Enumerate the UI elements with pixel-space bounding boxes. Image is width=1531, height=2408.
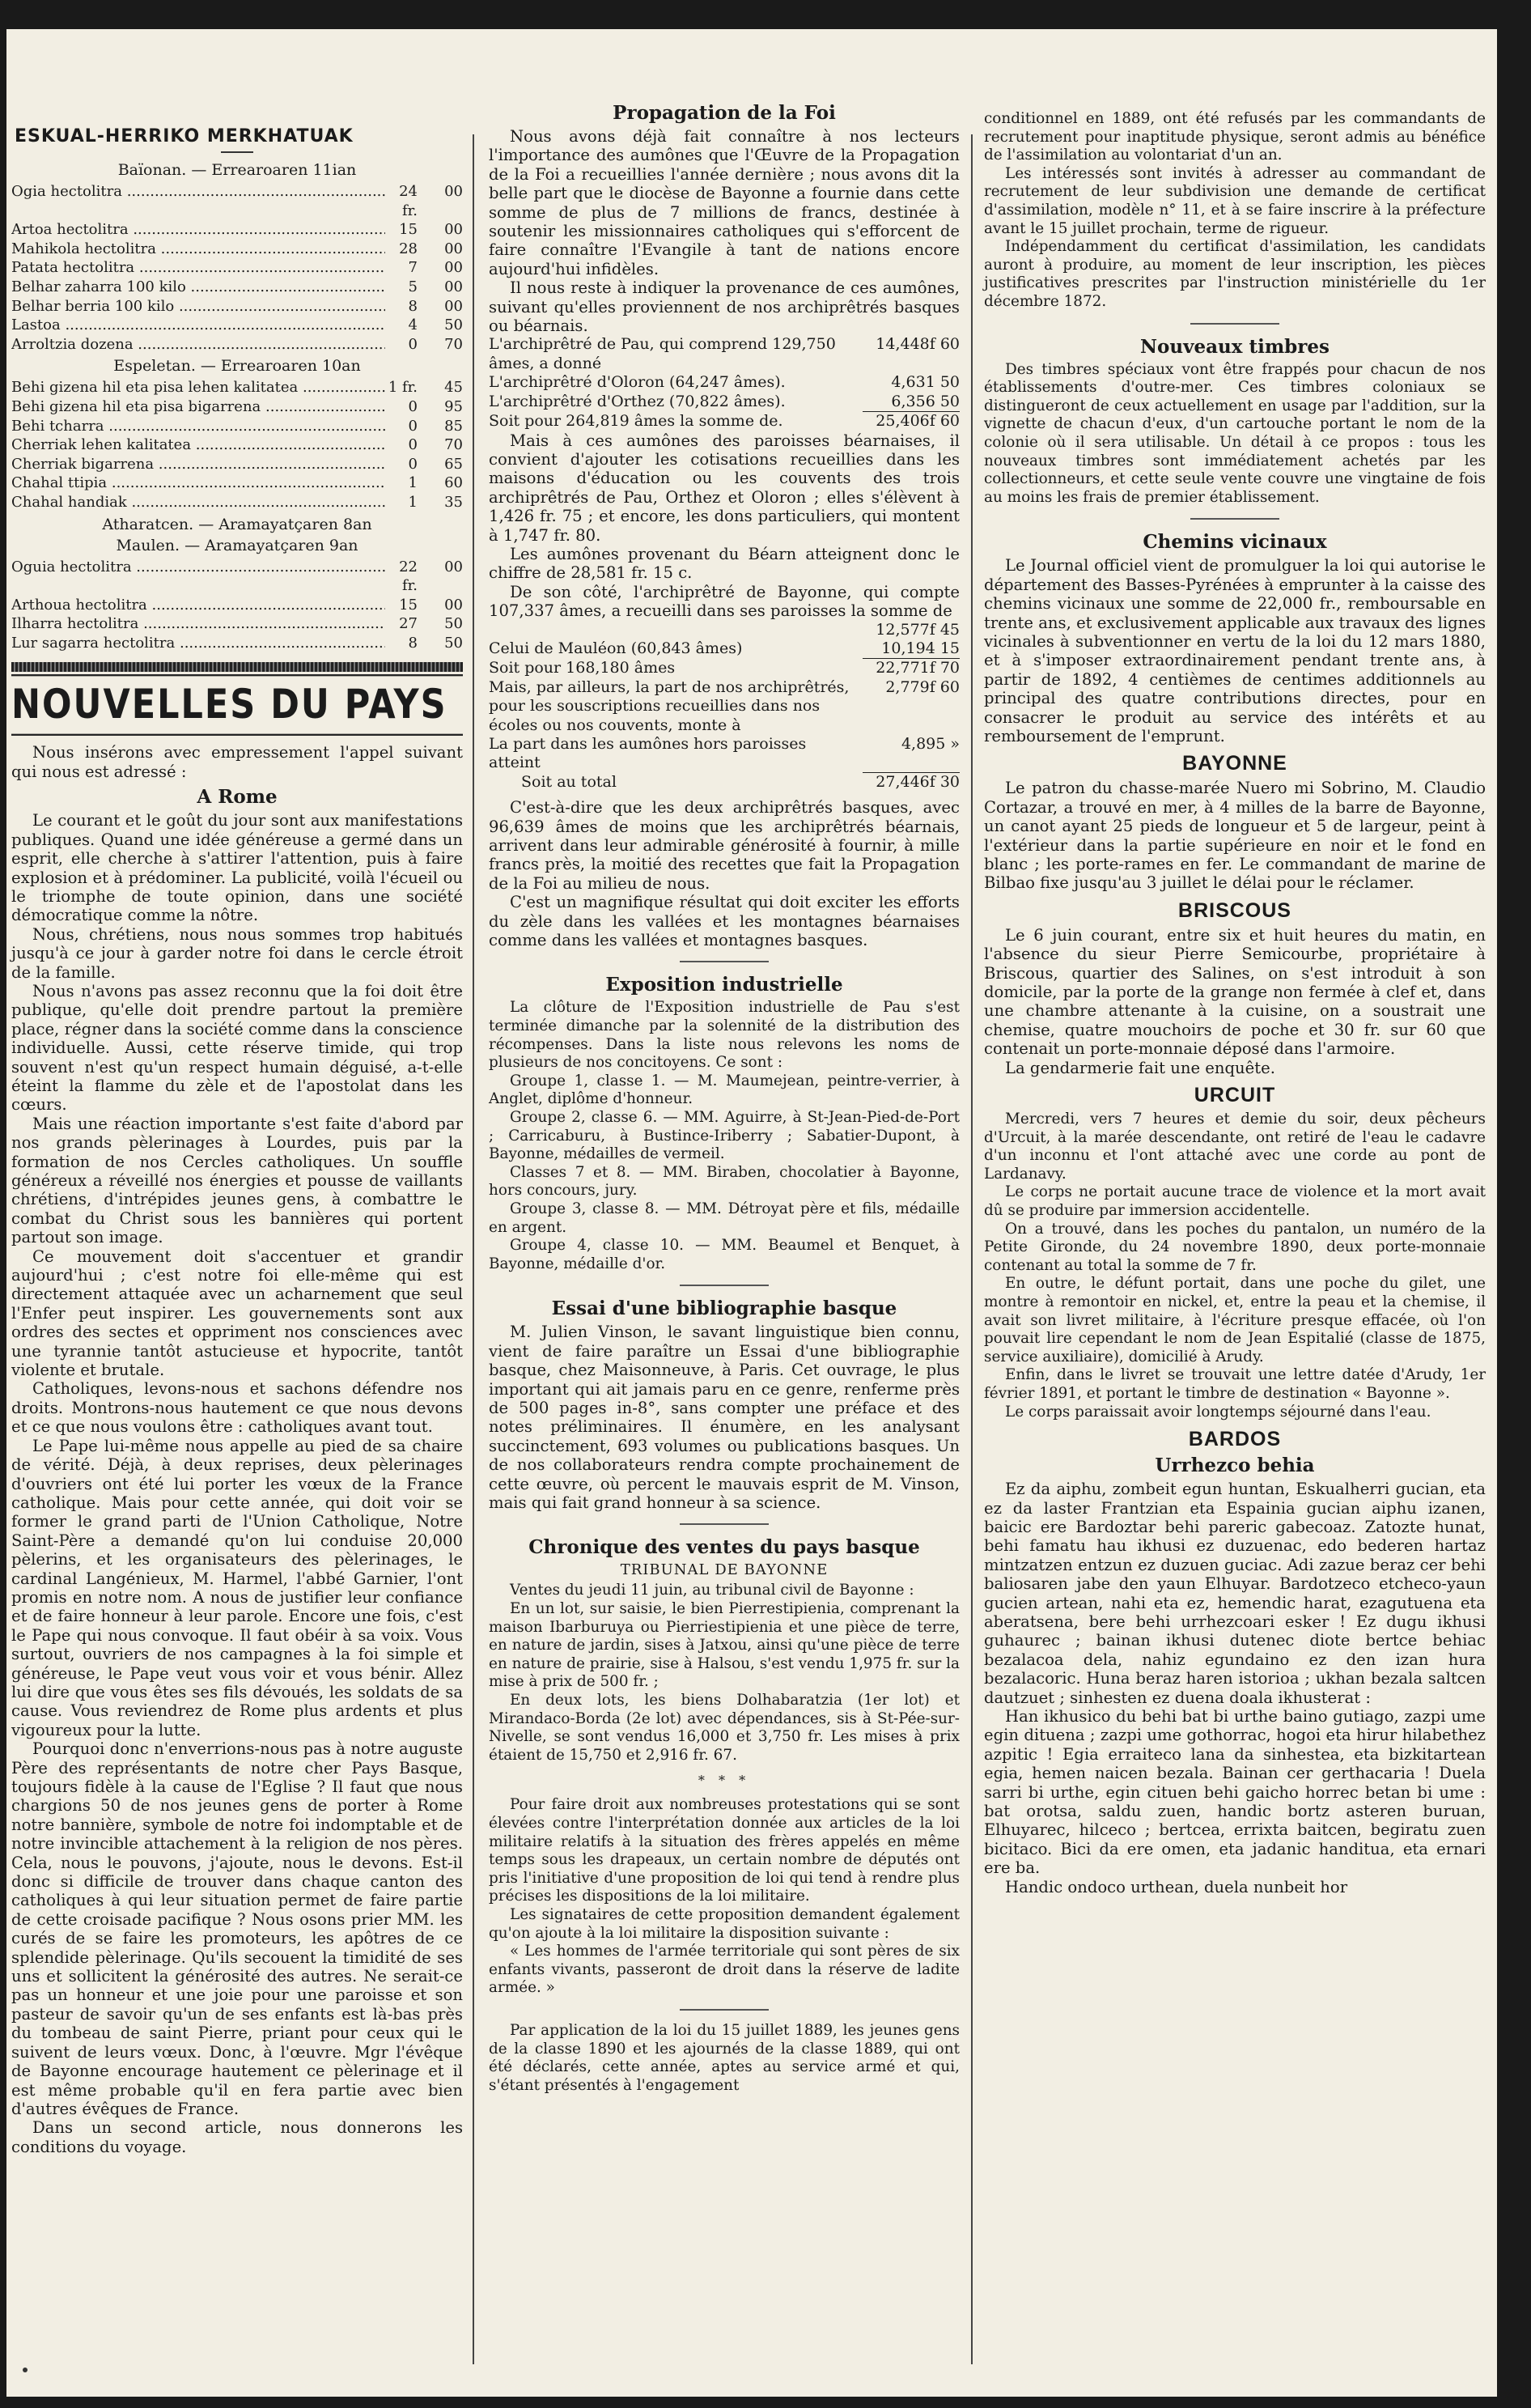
row-label: Soit pour 168,180 âmes [489, 659, 676, 677]
market-price-cents: 95 [444, 397, 463, 415]
propagation-p3: Mais à ces aumônes des paroisses béarnaises, il convient d'ajouter les cotisations recueillies dans les maisons d'éducation ou les couvents des trois archiprêtrés de Pau, Orthez et Oloron ; elles s'élèvent à 1,426 fr. 75 ; et encore, les dons particuliers, qui montent à 1,747 fr. 80. [489, 431, 960, 545]
row-label: L'archiprêtré de Pau, qui comprend 129,750 âmes, a donné [489, 335, 836, 372]
chemins-p: Le Journal officiel vient de promulguer la loi qui autorise le département des Basses-Pyrénées à emprunter à la caisse des chemins vicinaux une somme de 22,000 fr., remboursable en trente ans, et exclusivement applicable aux travaux des lignes vicinales à subventionner en vertu de la loi du 12 mars 1880, et à s'imposer extraordinairement pendant trente ans, à partir de 1892, 4 centièmes de centimes additionnels au principal des quatre contributions directes, pour en consacrer le produit au service des intérêts et au remboursement de l'emprunt. [984, 556, 1486, 745]
total-label: Soit au total [521, 772, 617, 791]
market-rows [11, 378, 463, 512]
urcuit-p: Le corps ne portait aucune trace de violence et la mort avait dû se produire par immersion accidentelle. [984, 1183, 1486, 1219]
urcuit-p: Le corps paraissait avoir longtemps séjourné dans l'eau. [1005, 1403, 1431, 1421]
market-rows [11, 182, 463, 354]
propagation-row [489, 735, 960, 773]
market-price-francs: 15 [399, 596, 418, 614]
market-item-label: Ilharra hectolitra ..... [11, 614, 385, 634]
column-middle [489, 29, 960, 2397]
recrutement-article [984, 110, 1486, 312]
figure-row [489, 639, 960, 659]
market-item-label: Patata hectolitra ..... [11, 258, 385, 278]
market-row [11, 614, 463, 634]
market-price-francs: 0 [408, 335, 418, 353]
market-price-cents: 00 [444, 259, 463, 277]
market-item-label: Cherriak lehen kalitatea ..... [11, 435, 385, 455]
market-price-cents: 45 [444, 379, 463, 397]
market-section-hasparren [11, 516, 463, 533]
rome-paragraph: Pourquoi donc n'enverrions-nous pas à notre auguste Père des représentants de notre cher Pays Basque, toujours fidèle à la cause de l'Eglise ? Il faut que nous chargions 50 de nos jeunes gens de porter à Rome notre bannière, symbole de notre foi indomptable et de notre invincible attachement à la religion de nos pères. Cela, nous le pouvons, j'ajoute, nous le devons. Est-il donc si difficile de trouver dans chaque canton des catholiques à qui leur situation permet de faire partie de cette croisade pacifique ? Nous osons prier MM. les curés de se faire les promoteurs, les apôtres de ce splendide pèlerinage. Qu'ils secouent la timidité de ses uns et sollicitent la générosité des autres. Ne serait-ce pas un honneur et une joie pour une paroisse et son pasteur de savoir qu'un de ses enfants est là-bas près du tombeau de saint Pierre, priant pour ceux qui le suivent de leurs vœux. Donc, à l'œuvre. Mgr l'évêque de Bayonne encourage hautement ce pèlerinage et il est même probable qu'il en fera partie avec bien d'autres évêques de France. [11, 1739, 463, 2118]
timbres-title: Nouveaux timbres [1140, 335, 1330, 358]
market-section-mauleon [11, 537, 463, 653]
bardos-p: Ez da aiphu, zombeit egun huntan, Eskualherri gucian, eta ez da laster Frantzian eta Espainia gucian aiphu izanen, baicic ere Bardoztar behi pareric gabecoaz. Zatozte hunat, behi famatu hau ikhusi ez duzuenac, edo bederen hartaz mintzatzen entzun ez duzuen guciac. Adi zazue beraz cer behi baliosaren jabe den yaun Elhuyar. Bardotzeco etcheco-yaun gucien artean, nahi eta ez, hemendic harat, ezagutuena eta aberatsena, bere behi urrhezcoari esker ! Ez dugu ikhusi guhaurec ; bainan ikhusi dutenec diote bertce behiac bezalacoa dela, nahiz egundaino ez den izan hura bezalacoric. Huna beraz haren istorioa ; ukhan bezala saltcen dautzuet ; sinhesten ez duena doala ikhusterat : [984, 1480, 1486, 1707]
market-item-label: Behi gizena hil eta pisa bigarrena ..... [11, 397, 385, 417]
market-price-francs: 1 [408, 493, 418, 511]
urcuit-p: Mercredi, vers 7 heures et demie du soir, deux pêcheurs d'Urcuit, à la marée descendante, ont retiré de l'eau le cadavre d'un inconnu et l'ont attaché avec une corde au pont de Lardanavy. [984, 1111, 1486, 1183]
market-item-label: Artoa hectolitra ..... [11, 220, 385, 240]
market-rows [11, 558, 463, 653]
market-item-label: Ogia hectolitra ..... [11, 182, 385, 220]
title-dash [221, 151, 253, 153]
market-price-francs: 0 [408, 397, 418, 415]
separator-stars: * * * [698, 1773, 751, 1789]
market-price-francs: 22 fr. [399, 558, 418, 595]
market-price-francs: 0 [408, 455, 418, 473]
row-label [489, 621, 863, 639]
market-row [11, 335, 463, 355]
rome-paragraph: Mais une réaction importante s'est faite d'abord par nos grands pèlerinages à Lourdes, puis par la formation de nos Cercles catholiques. Un souffle généreux a réveillé nos énergies et pousse de vaillants chrétiens, d'intrépides jeunes gens, à combattre le combat du Christ sous les bannières qui portent partout son image. [11, 1114, 463, 1247]
figure-row [489, 659, 960, 677]
market-item-label: Chahal ttipia ..... [11, 474, 385, 493]
market-price-francs: 24 fr. [399, 183, 418, 219]
exposition-p: La clôture de l'Exposition industrielle de Pau s'est terminée dimanche par la solennité de la distribution des récompenses. Dans la liste nous relevons les noms de plusieurs de nos concitoyens. Ce sont : [489, 999, 960, 1072]
article-p: conditionnel en 1889, ont été refusés par les commandants de recrutement pour inaptitude physique, seront admis au bénéfice de l'assimilation au volontariat d'un an. [984, 110, 1486, 164]
market-row [11, 220, 463, 240]
market-price-francs: 7 [408, 259, 418, 277]
urcuit-p: En outre, le défunt portait, dans une poche du gilet, une montre à remontoir en nickel, et, entre la peau et la chemise, il avait son livret militaire, à l'écriture presque effacée, où l'on pouvait lire cependant le nom de Jean Espitalié (classe de 1875, service auxiliaire), domicilié à Arudy. [984, 1275, 1486, 1365]
row-label: L'archiprêtré d'Oloron (64,247 âmes). [489, 373, 786, 392]
bayonne-title: BAYONNE [1182, 752, 1287, 775]
urcuit-title: URCUIT [1194, 1084, 1276, 1107]
market-section-bayonne [11, 161, 463, 354]
market-row [11, 634, 463, 653]
exposition-p: Groupe 1, classe 1. — M. Maumejean, peintre-verrier, à Anglet, diplôme d'honneur. [489, 1072, 960, 1108]
briscous-p: La gendarmerie fait une enquête. [1005, 1058, 1275, 1077]
figure-row [489, 335, 960, 373]
market-price-cents: 85 [444, 417, 463, 435]
rome-paragraph: Le Pape lui-même nous appelle au pied de sa chaire de vérité. Déjà, à deux reprises, deux pèlerinages d'ouvriers ont été lui porter les vœux de la France catholique. Mais pour cette année, qui doit voir se former le grand parti de l'Union Catholique, Notre Saint-Père a demandé qu'on lui conduise 20,000 pèlerins, et les organisateurs des pèlerinages, le cardinal Langénieux, M. Harmel, l'abbé Garnier, l'ont promis en notre nom. A nous de justifier leur confiance et de faire honneur à leur parole. Encore une fois, c'est le Pape qui nous convoque. Il faut obéir à sa voix. Vous surtout, ouvriers de nos campagnes à la foi simple et généreuse, le Pape veut vous voir et vous bénir. Allez lui dire que vous êtes ses fils dévoués, les soldats de sa cause. Vous reviendrez de Rome plus ardents et plus vigoureux pour la lutte. [11, 1436, 463, 1739]
propagation-figures-1 [489, 335, 960, 431]
market-row [11, 258, 463, 278]
market-item-label: Behi gizena hil eta pisa lehen kalitatea ..... [11, 378, 385, 397]
market-item-label: Belhar zaharra 100 kilo ..... [11, 278, 385, 297]
page-dot [23, 2368, 28, 2372]
market-price-cents: 50 [444, 316, 463, 334]
market-price-cents: 00 [444, 558, 463, 575]
chronique-p: « Les hommes de l'armée territoriale qui sont pères de six enfants vivants, passeront de droit dans la réserve de ladite armée. » [489, 1943, 960, 1997]
timbres-p: Des timbres spéciaux vont être frappés pour chacun de nos établissements d'outre-mer. Ces timbres coloniaux se distingueront de ceux actuellement en usage par l'addition, sur la vignette de chacun d'eux, d'un cartouche portant le nom de la colonie où il sera utilisable. Un détail à ce propos : tous les nouveaux timbres sont immédiatement achetés par les collectionneurs, et cette seule vente couvre une vingtaine de fois au moins les frais de premier établissement. [984, 360, 1486, 506]
briscous-title: BRISCOUS [1178, 898, 1291, 922]
market-price-cents: 50 [444, 634, 463, 652]
bardos-title: BARDOS [1188, 1428, 1282, 1451]
market-title: ESKUAL-HERRIKO MERKHATUAK [15, 126, 354, 147]
market-price-francs: 5 [408, 278, 418, 295]
section-divider [11, 662, 463, 672]
figure-row [489, 373, 960, 392]
urcuit-p: Enfin, dans le livret se trouvait une lettre datée d'Arudy, 1er février 1891, et portant le timbre de destination « Bayonne ». [984, 1366, 1486, 1402]
propagation-title: Propagation de la Foi [613, 102, 836, 124]
exposition-p: Groupe 2, classe 6. — MM. Aguirre, à St-Jean-Pied-de-Port ; Carricaburu, à Bustince-Iriberry ; Sabatier-Dupont, à Bayonne, médailles de vermeil. [489, 1109, 960, 1163]
divider [1190, 518, 1279, 520]
column-rule [473, 134, 474, 2364]
chronique-article [489, 1582, 960, 2095]
chronique-p: Pour faire droit aux nombreuses protestations qui se sont élevées contre l'interprétation donnée aux articles de la loi militaire relatifs à la situation des frères appelés en même temps sous les drapeaux, un certain nombre de députés ont pris l'initiative d'une proposition de loi qui tend à rendre plus précises les dispositions de la loi militaire. [489, 1796, 960, 1905]
market-item-label: Oguia hectolitra ..... [11, 558, 385, 596]
exposition-title: Exposition industrielle [605, 974, 843, 996]
market-price-francs: 0 [408, 417, 418, 435]
row-label: La part dans les aumônes hors paroisses atteint [489, 735, 807, 772]
row-label: Soit pour 264,819 âmes la somme de. [489, 412, 783, 431]
chronique-p: Ventes du jeudi 11 juin, au tribunal civil de Bayonne : [510, 1582, 914, 1599]
market-price-cents: 60 [444, 474, 463, 492]
market-price-cents: 00 [444, 297, 463, 315]
market-row [11, 558, 463, 596]
market-item-label: Belhar berria 100 kilo ..... [11, 297, 385, 316]
rome-paragraph: Ce mouvement doit s'accentuer et grandir aujourd'hui ; c'est notre foi elle-même qui est directement attaquée avec un acharnement que seul l'Enfer peut inspirer. Les gouvernements sont aux ordres des sectes et oppriment nos consciences avec une tyrannie tantôt astucieuse et hypocrite, tantôt violente et brutale. [11, 1246, 463, 1380]
market-price-cents: 50 [444, 615, 463, 633]
market-item-label: Arroltzia dozena ..... [11, 335, 385, 355]
propagation-p1: Nous avons déjà fait connaître à nos lecteurs l'importance des aumônes que l'Œuvre de la Propagation de la Foi a recueillies l'année dernière ; nous avons dit la belle part que le diocèse de Bayonne a fournie dans cette somme de plus de 7 millions de francs, destinée à soutenir les missionnaires catholiques qui s'efforcent de faire connaître l'Evangile à tant de nations encore aujourd'hui infidèles. [489, 127, 960, 278]
row-value: 10,194 15 [863, 639, 960, 659]
bibliographie-title: Essai d'une bibliographie basque [551, 1297, 897, 1320]
bibliographie-p: M. Julien Vinson, le savant linguistique bien connu, vient de faire paraître un Essai d'une bibliographie basque, chez Maisonneuve, à Paris. Cet ouvrage, le plus important qui ait jamais paru en ce genre, renferme près de 500 pages in-8°, sans compter une préface et des notes préliminaires. Il énumère, en les analysant succinctement, 693 volumes ou publications basques. Un de nos collaborateurs rendra compte prochainement de cette œuvre, où percent le mauvais esprit de M. Vinson, mais qui fait grand honneur à sa science. [489, 1323, 960, 1513]
market-row [11, 397, 463, 417]
row-value: 25,406f 60 [876, 412, 960, 431]
bayonne-p: Le patron du chasse-marée Nuero mi Sobrino, M. Claudio Cortazar, a trouvé en mer, à 4 milles de la barre de Bayonne, un canot ayant 25 pieds de longueur et 5 de largeur, peint à l'extérieur dans la partie supérieure en noir et le fond en blanc ; les porte-rames en fer. Le commandant de marine de Bilbao fixe jusqu'au 3 juillet le délai pour le réclamer. [984, 779, 1486, 893]
row-value: 14,448f 60 [876, 335, 960, 354]
rome-paragraph: Nous n'avons pas assez reconnu que la foi doit être publique, qu'elle doit prendre partout la première place, régner dans la société comme dans la conscience individuelle. Aussi, cette réserve timide, qui trop souvent n'est qu'un respect humain déguisé, a-t-elle éteint la flamme du zèle et de l'apostolat dans les cœurs. [11, 981, 463, 1115]
market-price-cents: 00 [444, 278, 463, 295]
row-label: Mais, par ailleurs, la part de nos archiprêtrés, pour les souscriptions recueillies dans nos écoles ou nos couvents, monte à [489, 677, 850, 734]
figure-row [489, 412, 960, 431]
market-row [11, 455, 463, 474]
row-value: 4,631 50 [891, 373, 960, 392]
figure-row [489, 621, 960, 639]
total-value: 27,446f 30 [876, 772, 960, 791]
exposition-article [489, 999, 960, 1273]
chronique-p: En deux lots, les biens Dolhabaratzia (1er lot) et Mirandaco-Borda (2e lot) avec dépendances, sis à St-Pée-sur-Nivelle, se sont vendus 16,000 et 3,750 fr. Les mises à prix étaient de 15,750 et 2,916 fr. 67. [489, 1692, 960, 1764]
figure-row [489, 393, 960, 412]
rome-paragraph: Le courant et le goût du jour sont aux manifestations publiques. Quand une idée généreuse a germé dans un esprit, elle cherche à s'attirer l'attention, puis à faire explosion et à prédominer. La publicité, voilà l'écueil ou le triomphe de toute opinion, dans une société démocratique comme la nôtre. [11, 811, 463, 925]
chronique-subtitle: TRIBUNAL DE BAYONNE [620, 1561, 829, 1579]
market-price-cents: 00 [444, 240, 463, 257]
market-row [11, 596, 463, 615]
market-row [11, 316, 463, 335]
divider [680, 961, 769, 962]
column-right [984, 29, 1486, 2397]
rome-paragraph: Dans un second article, nous donnerons les conditions du voyage. [11, 2118, 463, 2156]
propagation-row [489, 678, 960, 735]
chemins-title: Chemins vicinaux [1143, 531, 1327, 554]
market-price-cents: 00 [444, 596, 463, 614]
market-price-cents: 35 [444, 493, 463, 511]
propagation-total [489, 773, 960, 792]
market-price-francs: 1 [408, 474, 418, 492]
market-section-espelette [11, 357, 463, 512]
propagation-p8: C'est-à-dire que les deux archiprêtrés basques, avec 96,639 âmes de moins que les archiprêtrés béarnais, arrivent dans leur admirable générosité à fournir, à mille francs près, la moitié des recettes que fait la Propagation de la Foi au milieu de nous. [489, 798, 960, 893]
market-location: Atharatcen. — Aramayatçaren 8an [102, 515, 372, 533]
urcuit-p: On a trouvé, dans les poches du pantalon, un numéro de la Petite Gironde, du 24 novembre 1890, deux porte-monnaie contenant au total la somme de 7 fr. [984, 1220, 1486, 1274]
market-item-label: Mahikola hectolitra ..... [11, 240, 385, 259]
market-location: Maulen. — Aramayatçaren 9an [116, 536, 358, 554]
chronique-p: En un lot, sur saisie, le bien Pierrestipienia, comprenant la maison Ibarburuya ou Pierriestipienia et une pièce de terre, en nature de jardin, sises à Jatxou, ainsi qu'une pièce de terre en nature de prairie, sise à Halsou, s'est vendu 1,975 fr. sur la mise à prix de 500 fr. ; [489, 1600, 960, 1691]
row-value: 2,779f 60 [885, 677, 960, 696]
row-value: 12,577f 45 [876, 620, 960, 639]
market-row [11, 417, 463, 436]
bardos-subtitle: Urrhezco behia [1155, 1455, 1315, 1477]
market-price-francs: 28 [399, 240, 418, 257]
market-price-cents: 00 [444, 183, 463, 200]
propagation-p9: C'est un magnifique résultat qui doit exciter les efforts du zèle dans les vallées et les montagnes béarnaises comme dans les vallées et montagnes basques. [489, 893, 960, 950]
chronique-title: Chronique des ventes du pays basque [528, 1536, 920, 1559]
chronique-p: Les signataires de cette proposition demandent également qu'on ajoute à la loi militaire la disposition suivante : [489, 1905, 960, 1942]
column-rule [971, 134, 973, 2364]
market-item-label: Lur sagarra hectolitra ..... [11, 634, 385, 653]
divider [680, 1285, 769, 1286]
urcuit-article [984, 1111, 1486, 1421]
row-value: 4,895 » [863, 735, 960, 773]
divider [1190, 323, 1279, 325]
market-price-francs: 8 [408, 634, 418, 652]
market-row [11, 278, 463, 297]
market-price-francs: 15 [399, 221, 418, 239]
column-left [11, 29, 463, 2397]
divider [680, 2009, 769, 2011]
market-item-label: Behi tcharra ..... [11, 417, 385, 436]
article-p: Indépendamment du certificat d'assimilation, les candidats auront à produire, au moment de leur inscription, les pièces justificatives prescrites par l'instruction ministérielle du 1er décembre 1872. [984, 238, 1486, 310]
rome-title: A Rome [197, 786, 278, 809]
bardos-p: Han ikhusico du behi bat bi urthe baino gutiago, zazpi ume egin dituena ; zazpi ume gothorrac, hogoi eta hirur hilabethez azpitic ! Egia erraiteco lana da sinhestea, eta bizkitartean egia, hemen naicen bezala. Bainan cer gerthacaria ! Duela sarri bi urthe, egin cituen behi gaicho horrec betan bi ume : bat orotsa, saldu zuen, handic bortz asteren buruan, Elhuyarec, hilceco ; bertcea, errixta baitcen, begiratu zuen bicitaco. Bici da ere omen, eta jadanic handitua, eta ernari ere ba. [984, 1707, 1486, 1878]
market-price-francs: 27 [399, 615, 418, 633]
market-item-label: Arthoua hectolitra ..... [11, 596, 385, 615]
row-value: 6,356 50 [863, 393, 960, 412]
nouvelles-title: NOUVELLES DU PAYS [11, 675, 463, 737]
market-location: Baïonan. — Errearoaren 11ian [117, 161, 357, 179]
propagation-p5: De son côté, l'archiprêtré de Bayonne, qui compte 107,337 âmes, a recueilli dans ses paroisses la somme de [489, 582, 960, 621]
market-row [11, 493, 463, 512]
market-price-cents: 65 [444, 455, 463, 473]
market-price-cents: 70 [444, 436, 463, 454]
nouvelles-intro: Nous insérons avec empressement l'appel suivant qui nous est adressé : [11, 743, 463, 781]
market-row [11, 297, 463, 316]
propagation-p2: Il nous reste à indiquer la provenance de ces aumônes, suivant qu'elles proviennent de nos archiprêtrés basques ou béarnais. [489, 278, 960, 336]
market-price-cents: 00 [444, 221, 463, 239]
market-price-francs: 8 [408, 297, 418, 315]
market-price-francs: 4 [408, 316, 418, 334]
chronique-p: Par application de la loi du 15 juillet 1889, les jeunes gens de la classe 1890 et les ajournés de la classe 1889, qui ont été déclarés, cette année, aptes au service armé et qui, s'étant présentés à l'engagement [489, 2021, 960, 2094]
row-label: Celui de Mauléon (60,843 âmes) [489, 639, 743, 657]
exposition-p: Groupe 4, classe 10. — MM. Beaumel et Benquet, à Bayonne, médaille d'or. [489, 1237, 960, 1272]
rome-paragraph: Nous, chrétiens, nous nous sommes trop habitués jusqu'à ce jour à garder notre foi dans le cercle étroit de la famille. [11, 924, 463, 982]
rome-paragraph: Catholiques, levons-nous et sachons défendre nos droits. Montrons-nous hautement ce que nous devons et ce que nous voulons être : catholiques avant tout. [11, 1379, 463, 1437]
row-value: 22,771f 70 [876, 659, 960, 677]
rome-article [11, 811, 463, 2156]
exposition-p: Classes 7 et 8. — MM. Biraben, chocolatier à Bayonne, hors concours, jury. [489, 1163, 960, 1200]
briscous-p: Le 6 juin courant, entre six et huit heures du matin, en l'absence du sieur Pierre Semicourbe, propriétaire à Briscous, quartier des Salines, on s'est introduit à son domicile, par la porte de la grange non fermée à clef et, dans une chambre attenante à la cuisine, on a soustrait une chemise, quatre mouchoirs de poche et 30 fr. sur 60 que contenait un porte-monnaie déposé dans l'armoire. [984, 925, 1486, 1059]
market-row [11, 240, 463, 259]
propagation-figures-2 [489, 621, 960, 678]
market-row [11, 378, 463, 397]
market-price-francs: 1 fr. [388, 379, 418, 397]
article-p: Les intéressés sont invités à adresser au commandant de recrutement de leur subdivision une demande de certificat d'assimilation, modèle n° 11, et à se faire inscrire à la préfecture avant le 15 juillet prochain, terme de rigueur. [984, 164, 1486, 237]
market-item-label: Chahal handiak ..... [11, 493, 385, 512]
bardos-p: Handic ondoco urthean, duela nunbeit hor [1005, 1877, 1348, 1896]
market-row [11, 182, 463, 220]
market-price-cents: 70 [444, 335, 463, 353]
newspaper-page [6, 29, 1497, 2397]
market-location: Espeletan. — Errearoaren 10an [113, 357, 361, 376]
market-row [11, 435, 463, 455]
market-row [11, 474, 463, 493]
market-item-label: Lastoa ..... [11, 316, 385, 335]
divider [680, 1523, 769, 1525]
exposition-p: Groupe 3, classe 8. — MM. Détroyat père et fils, médaille en argent. [489, 1200, 960, 1236]
market-price-francs: 0 [408, 436, 418, 454]
market-item-label: Cherriak bigarrena ..... [11, 455, 385, 474]
propagation-p4: Les aumônes provenant du Béarn atteignent donc le chiffre de 28,581 fr. 15 c. [489, 544, 960, 583]
row-label: L'archiprêtré d'Orthez (70,822 âmes). [489, 392, 786, 410]
